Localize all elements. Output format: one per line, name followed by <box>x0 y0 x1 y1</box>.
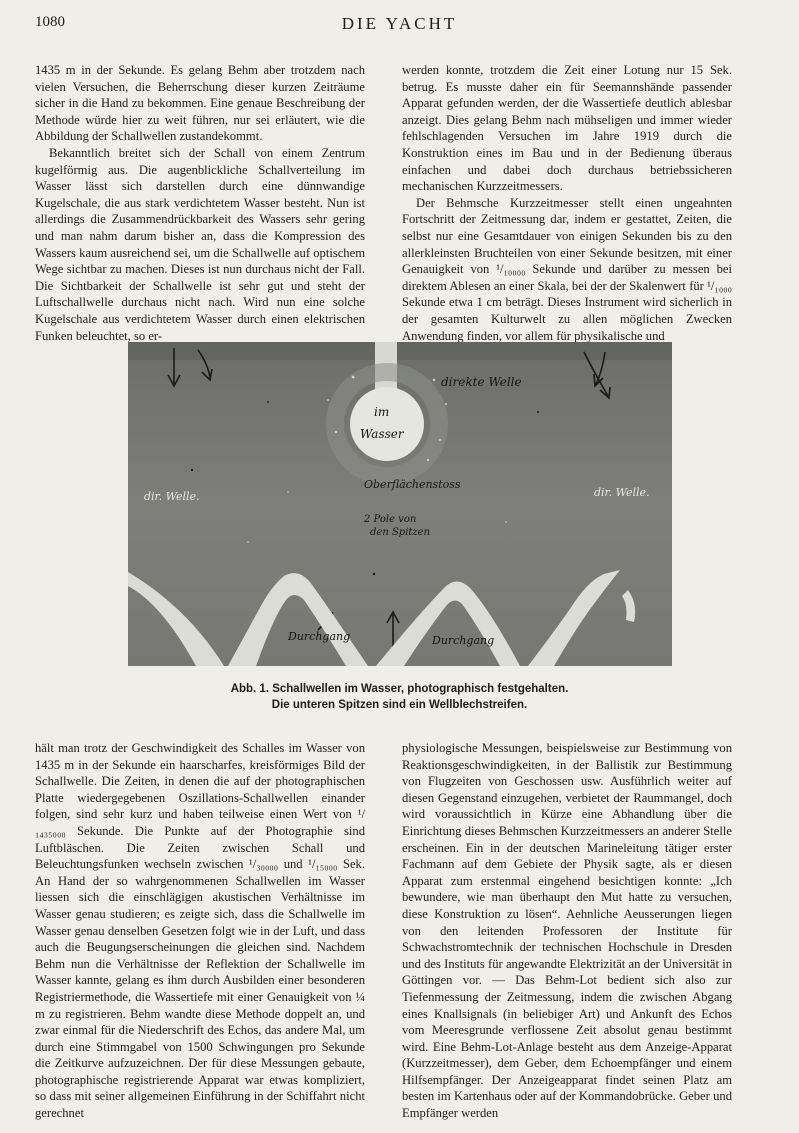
paragraph: 1435 m in der Sekunde. Es gelang Behm aber trotzdem nach vielen Versuchen, die Beherrschung dieser kurzen Zeiträume sicher in die Hand zu bekommen. Eine genaue Beschreibung der Methode würde hier zu weit führen, nur sei erläutert, wie die Abbildung der Schallwellen zustandekommt. <box>35 63 365 144</box>
sound-wave-photograph <box>128 342 672 666</box>
label-pass-right: Durchgang <box>432 634 495 647</box>
label-in: im <box>374 405 390 419</box>
paragraph: hält man trotz der Geschwindigkeit des Schalles im Wasser von 1435 m in der Sekunde ein haarscharfes, kreisförmiges Bild der Schallwelle. Die Zeiten, in denen die auf der photographischen Platte wiedergegebenen Oszillations-Schallwellen einander folgen, sind sehr kurz und haben teilweise einen Wert von ¹/₁₄₃₅₀₀₀ Sekunde. Die Punkte auf der Photographie sind Luftbläschen. Die Zeiten zwischen Schall und Beleuchtungsfunken wechseln zwischen ¹/₃₀₀₀₀ und ¹/₁₅₀₀₀ Sek. An Hand der so wahrgenommenen Schallwellen im Wasser liessen sich die einschlägigen akustischen Verhältnisse im Wasser genau studieren; es zeigte sich, dass die Schallwelle im Wasser genau denselben Gesetzen folgt wie in der Luft, und dass auch die Beugungserscheinungen die gleichen sind. Nachdem Behm nun die Verhältnisse der Reflektion der Schallwelle im Wasser kannte, gelang es ihm durch Ausbilden einer besonderen Registriermethode, die Wassertiefe mit einer Genauigkeit von ¼ m zu registrieren. Behm wandte diese Methode doppelt an, und zwar einmal für die Niederschrift des Echos, das andere Mal, um durch eine Stimmgabel von 1500 Schwingungen pro Sekunde die Zeitkurve aufzuzeichnen. Der für diese Messungen gebaute, photographische registrierende Apparat war etwas kompliziert, so dass mit seiner allgemeinen Einführung in der Schiffahrt nicht gerechnet <box>35 741 365 1121</box>
figure-caption-note: Die unteren Spitzen sind ein Wellblechstreifen. <box>271 699 528 711</box>
label-tips: den Spitzen <box>370 527 431 538</box>
page-number: 1080 <box>35 14 65 30</box>
column-bottom-right <box>402 740 732 1122</box>
label-water: Wasser <box>360 427 404 441</box>
column-top-left <box>35 62 365 344</box>
column-top-right <box>402 62 732 344</box>
figure-caption: Abb. 1. Schallwellen im Wasser, photographisch festgehalten. <box>230 683 569 695</box>
label-direct-wave: direkte Welle <box>441 375 522 389</box>
label-right-wave: dir. Welle. <box>594 486 650 499</box>
label-poles: 2 Pole von <box>364 514 417 525</box>
journal-title: DIE YACHT <box>341 14 458 33</box>
paragraph: Der Behmsche Kurzzeitmesser stellt einen ungeahnten Fortschritt der Zeitmessung dar, indem er gestattet, Zeiten, die selbst nur eine Gesamtdauer von einigen Sekunden bis zu den allerkleinsten Bruchteilen von einer Sekunde besitzen, mit einer Genauigkeit von ¹/₁₀₀₀₀ Sekunde und darüber zu messen bei direktem Ablesen an einer Skala, bei der der Skalenwert für ¹/₁₀₀₀ Sekunde etwa 1 cm beträgt. Dieses Instrument wird sicherlich in der gesamten Kulturwelt zu allen möglichen Zwecken Anwendung finden, vor allem für physikalische und <box>402 195 732 343</box>
paragraph: Bekanntlich breitet sich der Schall von einem Zentrum kugelförmig aus. Die augenblickliche Schallverteilung im Wasser lässt sich darstellen durch eine dünnwandige Kugelschale, die aus stark verdichtetem Wasser besteht. Nun ist allerdings die Zusammendrückbarkeit des Wassers sehr gering und man nahm darum bisher an, dass die Kompression des Wassers kaum ausreichend sei, um die Schallwelle auf optischem Wege sichtbar zu machen. Dieses ist nun durchaus nicht der Fall. Die Sichtbarkeit der Schallwelle ist sehr gut und steht der Luftschallwelle durchaus nicht nach. Wird nun eine solche Kugelschale aus verdichtetem Wasser durch einen elektrischen Funken beleuchtet, so er- <box>35 145 365 343</box>
label-pass-left: Durchgang <box>288 630 351 643</box>
paragraph: physiologische Messungen, beispielsweise zur Bestimmung von Reaktionsgeschwindigkeiten, in der Ballistik zur Bestimmung von Flugzeiten von Geschossen usw. Ausführlich weiter auf diesen Gegenstand einzugehen, verbietet der Raummangel, doch wird voraussichtlich in Kürze eine Abhandlung über die Einrichtung dieses Behmschen Kurzzeitmessers an anderer Stelle erscheinen. Ein in der deutschen Marineleitung tätiger erster Fachmann auf dem Gebiete der Physik sagte, als er diesen Apparat zum erstenmal eingehend besichtigen konnte: „Ich bewundere, wie man überhaupt den Mut hatte zu versuchen, diese Konstruktion zu lösen“. Aehnliche Aeusserungen liegen von den leitenden Professoren der Institute für Schwachstromtechnik der technischen Hochschule in Dresden und des Instituts für angewandte Elektrizität an der Universität in Göttingen vor. — Das Behm-Lot bedient sich also zur Tiefenmessung der Zeitmessung, indem die zwischen Abgang eines Knallsignals (in beliebiger Art) und Ankunft des Echos vom Meeresgrunde verflossene Zeit absolut genau bestimmt wird. Eine Behm-Lot-Anlage besteht aus dem Anzeige-Apparat (Kurzzeitmesser), dem Geber, dem Echoempfänger und einem Hilfsempfänger. Der Anzeigeapparat findet seinen Platz am besten im Kartenhaus oder auf der Kommandobrücke. Geber und Empfänger werden <box>402 741 732 1121</box>
label-left-wave: dir. Welle. <box>144 490 200 503</box>
sphere-shape <box>350 387 424 461</box>
label-surface: Oberflächenstoss <box>364 478 461 491</box>
column-bottom-left <box>35 740 365 1122</box>
paragraph: werden konnte, trotzdem die Zeit einer Lotung nur 15 Sek. betrug. Es musste daher ein für Seemannshände passender Apparat gefunden werden, der die Wassertiefe deutlich ablesbar anzeigt. Dies gelang Behm nach mühseligen und immer wieder fehlschlagenden Versuchen im Jahre 1919 durch die Konstruktion eines im Bau und in der Bedienung überaus einfachen und dabei doch durchaus betriebssicheren mechanischen Kurzzeitmessers. <box>402 63 732 194</box>
